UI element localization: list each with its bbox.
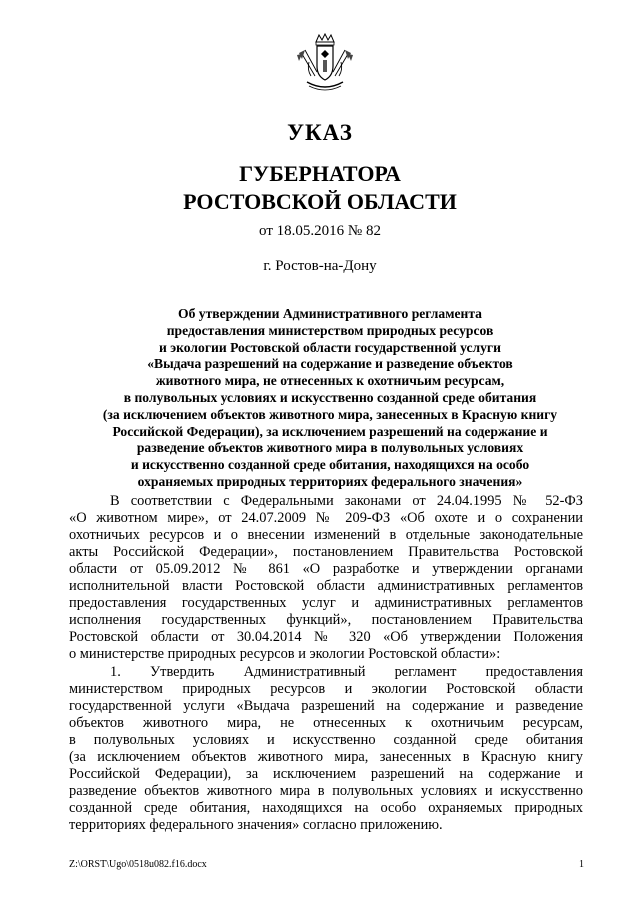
paragraph-line: области от 05.09.2012 № 861 «О разработке и утверждении органами bbox=[69, 561, 583, 577]
issuer-title bbox=[0, 160, 640, 216]
item-1-paragraph bbox=[69, 664, 583, 834]
issuer-title-line: ГУБЕРНАТОРА bbox=[239, 161, 401, 186]
heading-line: и экологии Ростовской области государственной услуги bbox=[159, 339, 501, 355]
footer-page-number: 1 bbox=[579, 859, 584, 870]
paragraph-line: 1. Утвердить Административный регламент предоставления bbox=[110, 664, 583, 680]
coat-of-arms-icon bbox=[297, 32, 353, 96]
heading-line: охраняемых природных территориях федерального значения» bbox=[137, 473, 523, 489]
paragraph-line: Ростовской области от 30.04.2014 № 320 «Об утверждении Положения bbox=[69, 629, 583, 645]
heading-line: (за исключением объектов животного мира, занесенных в Красную книгу bbox=[102, 406, 558, 422]
issuer-title-line: РОСТОВСКОЙ ОБЛАСТИ bbox=[183, 189, 457, 214]
heading-line: животного мира, не отнесенных к охотничьим ресурсам, bbox=[155, 373, 505, 389]
paragraph-line: в полувольных условиях и искусственно созданной среде обитания bbox=[69, 732, 583, 748]
footer-file-path: Z:\ORST\Ugo\0518u082.f16.docx bbox=[69, 859, 207, 870]
paragraph-line: В соответствии с Федеральными законами от 24.04.1995 № 52-ФЗ bbox=[110, 493, 583, 509]
paragraph-line: разведение объектов животного мира в полувольных условиях и искусственно bbox=[69, 783, 583, 799]
paragraph-line: о министерстве природных ресурсов и экологии Ростовской области»: bbox=[69, 646, 501, 662]
decree-title: УКАЗ bbox=[287, 120, 353, 145]
paragraph-line: охотничьих ресурсов и о внесении изменений в отдельные законодательные bbox=[69, 527, 583, 543]
decree-city: г. Ростов-на-Дону bbox=[263, 258, 377, 274]
preamble-paragraph bbox=[69, 493, 583, 663]
paragraph-line: созданной среде обитания, находящихся на особо охраняемых природных bbox=[69, 800, 583, 816]
heading-line: Об утверждении Административного регламента bbox=[178, 306, 482, 321]
heading-line: предоставления министерством природных ресурсов bbox=[166, 322, 494, 338]
heading-line: в полувольных условиях и искусственно созданной среде обитания bbox=[123, 389, 537, 405]
heading-line: Российской Федерации), за исключением разрешений на содержание и bbox=[112, 423, 548, 439]
paragraph-line: предоставления государственных услуг и административных регламентов bbox=[69, 595, 583, 611]
paragraph-line: Российской Федерации), за исключением разрешений на содержание и bbox=[69, 766, 583, 782]
paragraph-line: (за исключением объектов животного мира, занесенных в Красную книгу bbox=[69, 749, 583, 765]
decree-heading bbox=[0, 306, 640, 491]
heading-line: и искусственно созданной среде обитания, находящихся на особо bbox=[130, 457, 530, 473]
paragraph-line: территориях федерального значения» согласно приложению. bbox=[69, 817, 443, 833]
paragraph-line: исполнения государственных функций», постановлением Правительства bbox=[69, 612, 583, 628]
paragraph-line: «О животном мире», от 24.07.2009 № 209-ФЗ «Об охоте и о сохранении bbox=[69, 510, 583, 526]
heading-line: «Выдача разрешений на содержание и разведение объектов bbox=[147, 356, 513, 372]
heading-line: разведение объектов животного мира в полувольных условиях bbox=[136, 440, 524, 456]
decree-date-number: от 18.05.2016 № 82 bbox=[259, 223, 381, 239]
paragraph-line: акты Российской Федерации», постановлением Правительства Ростовской bbox=[69, 544, 583, 560]
paragraph-line: объектов животного мира, не отнесенных к охотничьим ресурсам, bbox=[69, 715, 583, 731]
paragraph-line: государственной услуги «Выдача разрешений на содержание и разведение bbox=[69, 698, 583, 714]
paragraph-line: министерством природных ресурсов и экологии Ростовской области bbox=[69, 681, 583, 697]
paragraph-line: исполнительной власти Ростовской области административных регламентов bbox=[69, 578, 583, 594]
